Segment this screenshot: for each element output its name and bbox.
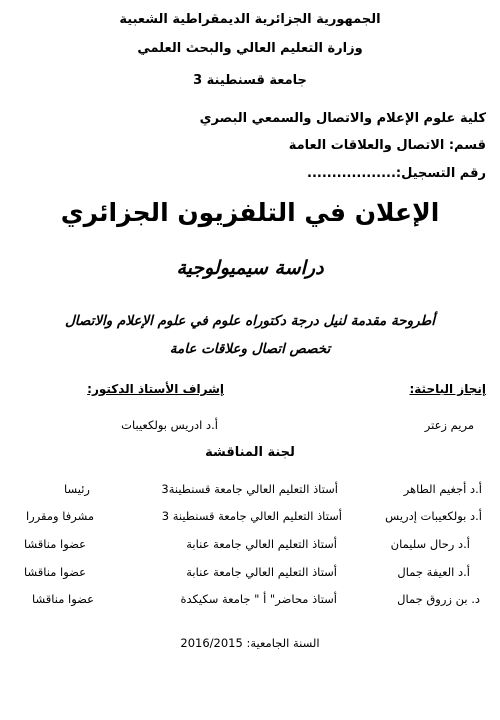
- committee-title: لجنة المناقشة: [205, 445, 295, 460]
- committee-member-name: د. بن زروق جمال: [397, 592, 480, 606]
- thesis-description: أطروحة مقدمة لنيل درجة دكتوراه علوم في علوم الإعلام والاتصال: [64, 313, 436, 329]
- committee-member-name: أ.د العيفة جمال: [397, 565, 470, 579]
- specialty-line: تخصص اتصال وعلاقات عامة: [169, 341, 331, 357]
- academic-year: السنة الجامعية: 2016/2015: [180, 636, 320, 650]
- faculty-line: كلية علوم الإعلام والاتصال والسمعي البصري: [199, 111, 486, 126]
- committee-member-name: أ.د رحال سليمان: [390, 537, 470, 551]
- committee-member-role: عضوا مناقشا: [23, 565, 86, 579]
- university-header: جامعة قسنطينة 3: [193, 73, 307, 88]
- registration-line: رقم التسجيل:..................: [307, 166, 486, 181]
- republic-header: الجمهورية الجزائرية الديمقراطية الشعبية: [119, 12, 381, 27]
- committee-member-name: أ.د بولكعيبات إدريس: [385, 509, 482, 523]
- committee-member-role: مشرفا ومقررا: [25, 509, 94, 523]
- committee-member-role: عضوا مناقشا: [31, 592, 94, 606]
- committee-member-name: أ.د أجغيم الطاهر: [403, 482, 482, 496]
- committee-member-position: أستاذ محاضر" أ " جامعة سكيكدة: [180, 592, 337, 606]
- committee-member-role: عضوا مناقشا: [23, 537, 86, 551]
- committee-member-position: أستاذ التعليم العالي جامعة عنابة: [186, 537, 337, 551]
- committee-member-position: أستاذ التعليم العالي جامعة قسنطينة 3: [161, 509, 342, 523]
- committee-member-role: رئيسا: [64, 482, 90, 496]
- student-name: مريم زعتر: [424, 418, 474, 432]
- supervisor-name: أ.د ادريس بولكعيبات: [121, 418, 218, 432]
- supervisor-label: إشراف الأستاذ الدكتور:: [87, 382, 224, 396]
- thesis-title: الإعلان في التلفزيون الجزائري: [60, 198, 440, 227]
- committee-member-position: أستاذ التعليم العالي جامعة قسنطينة3: [161, 482, 338, 496]
- ministry-header: وزارة التعليم العالي والبحث العلمي: [137, 41, 363, 56]
- thesis-subtitle: دراسة سيميولوجية: [176, 257, 324, 279]
- department-line: قسم: الاتصال والعلاقات العامة: [288, 138, 486, 153]
- committee-member-position: أستاذ التعليم العالي جامعة عنابة: [186, 565, 337, 579]
- student-label: إنجاز الباحثة:: [409, 382, 486, 396]
